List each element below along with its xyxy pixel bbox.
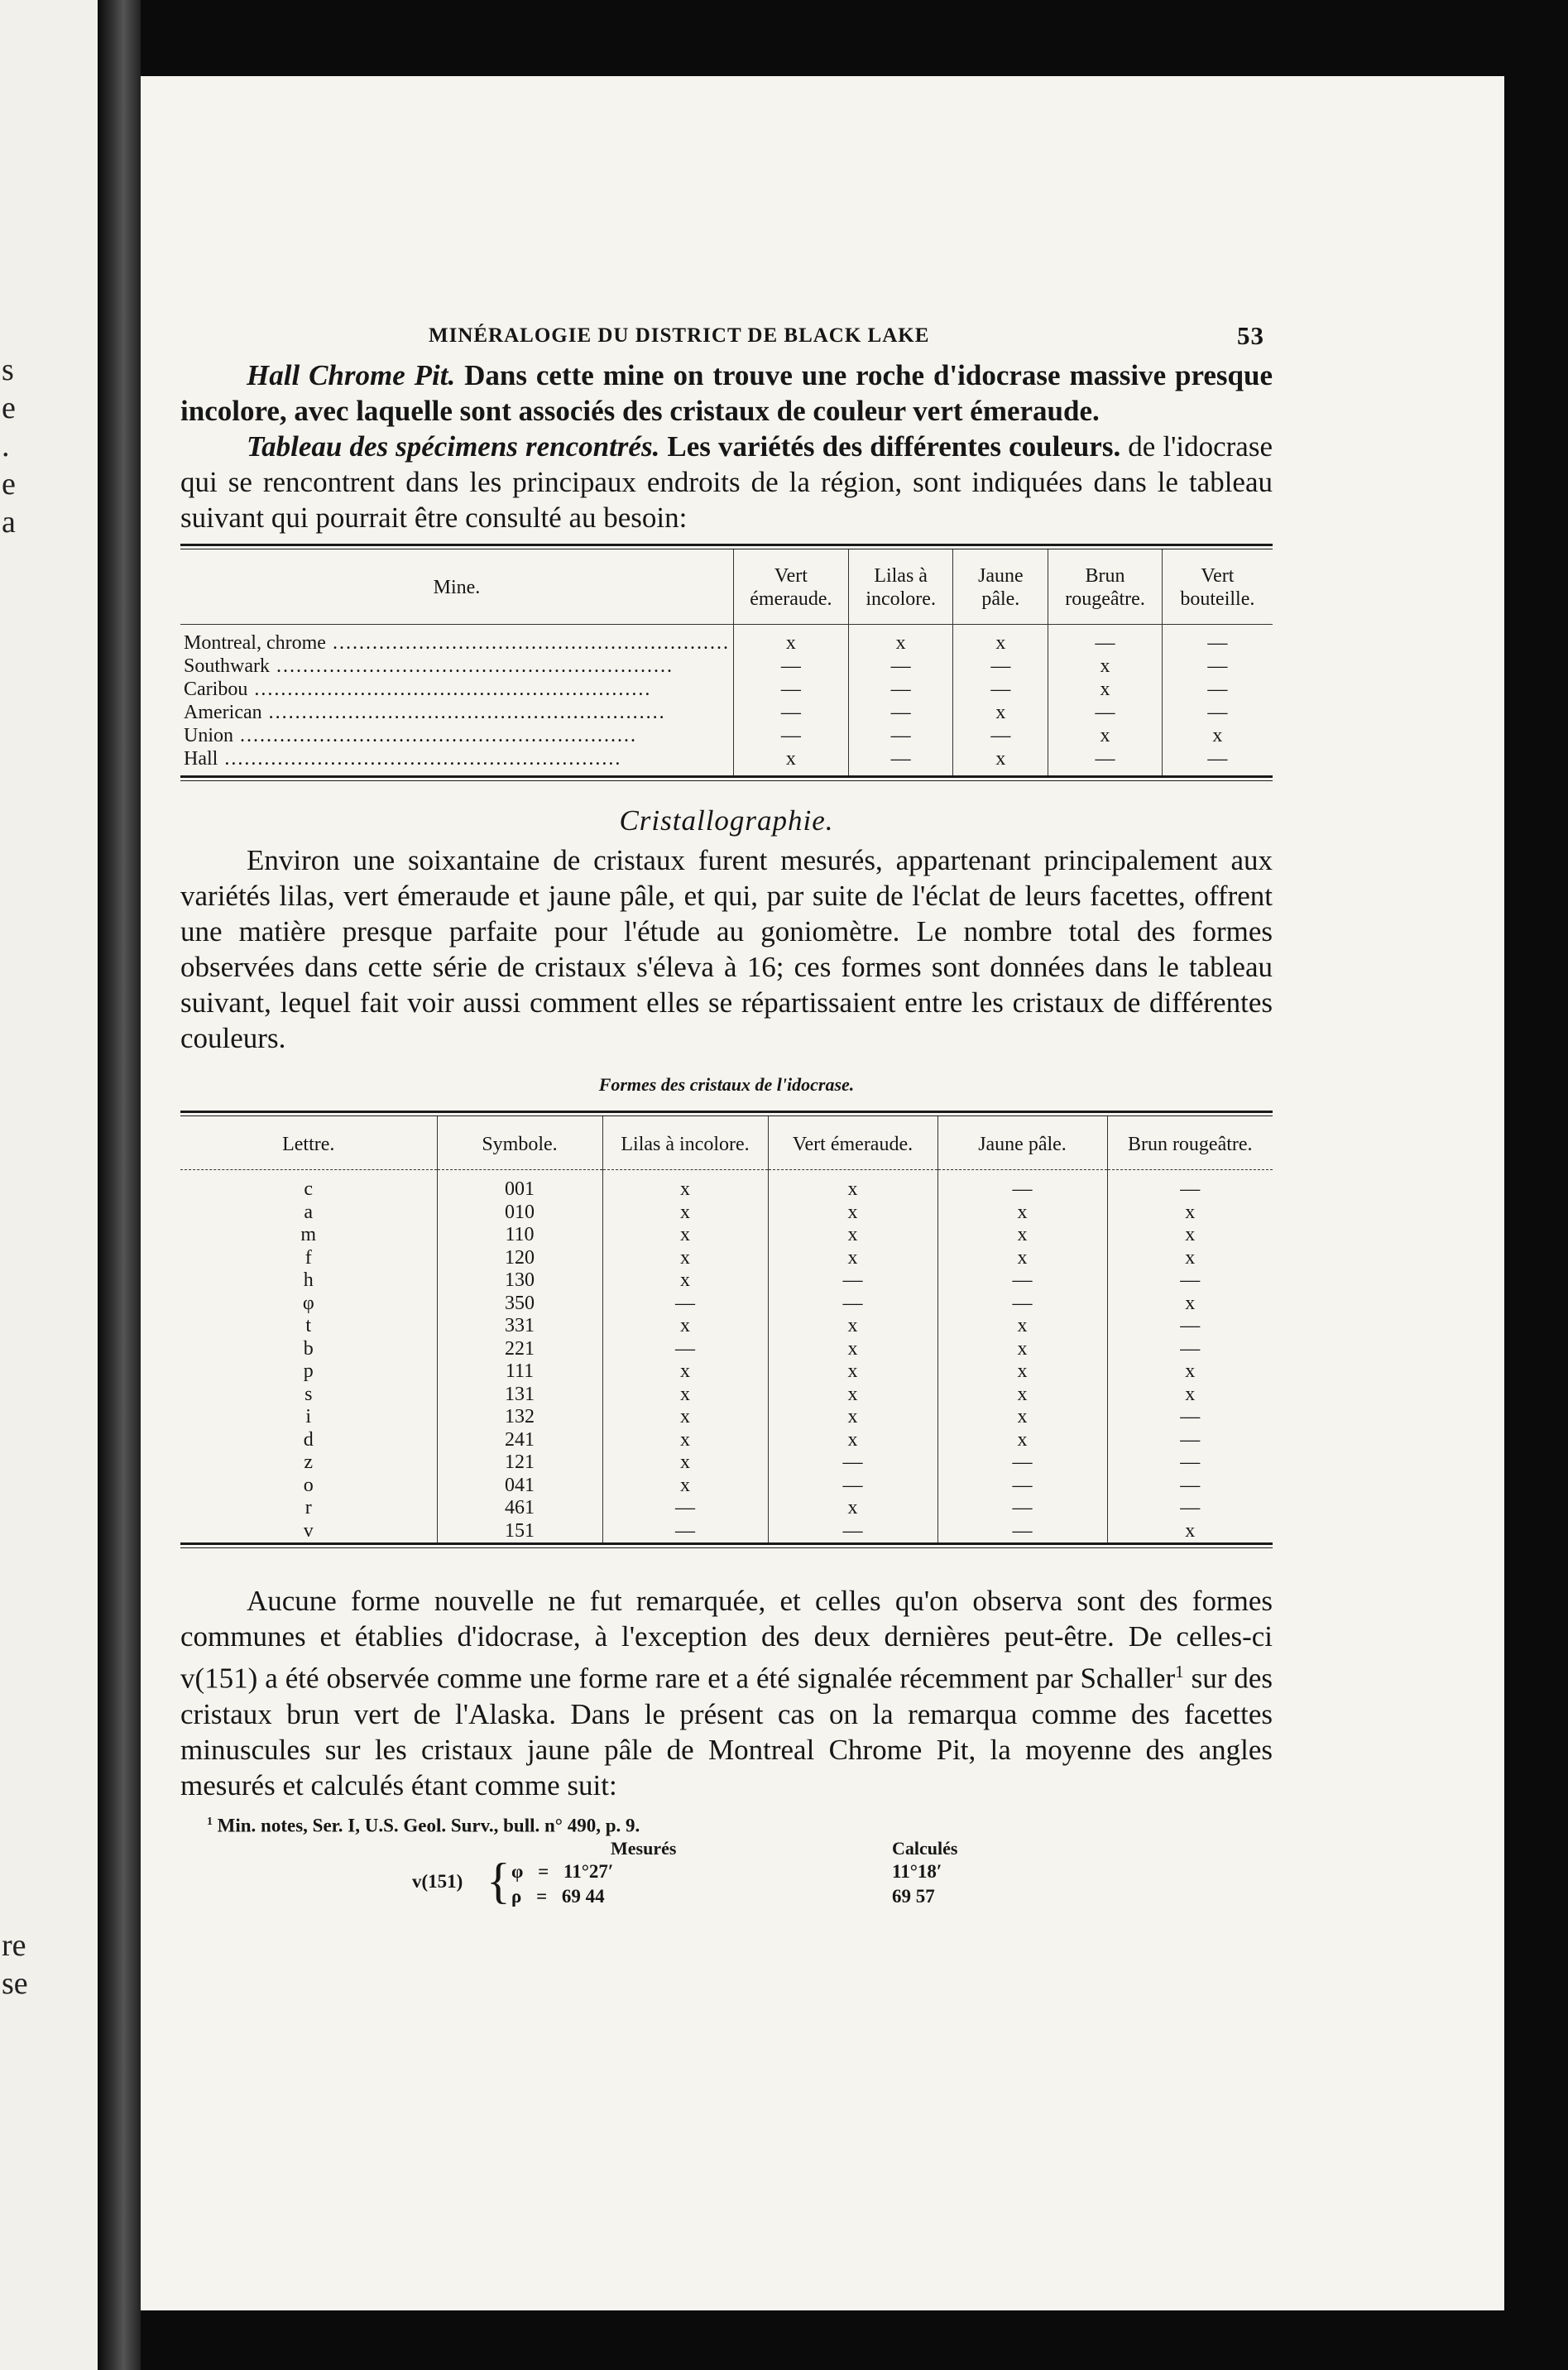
- col-header-lilas: Lilas à incolore.: [848, 549, 952, 625]
- form-row: [180, 1360, 1273, 1384]
- specimens-text: de l'idocrase qui se rencontrent dans les principaux endroits de la région, sont indiquées dans le tableau suivant qui pourrait être consulté au besoin:: [180, 430, 1273, 534]
- section-title: Cristallographie.: [619, 804, 834, 837]
- mine-name: [180, 655, 733, 678]
- table-caption: Formes des cristaux de l'idocrase.: [598, 1074, 855, 1095]
- col-header-vert-emeraude: Vert émeraude.: [733, 549, 848, 625]
- form-row: [180, 1338, 1273, 1361]
- presence-cell: —: [953, 724, 1048, 747]
- presence-cell: —: [1162, 678, 1273, 701]
- margin-fragment: e: [2, 391, 16, 425]
- vert-emeraude-cell: x: [768, 1360, 937, 1384]
- intro-text: Dans cette mine on trouve une roche d'idocrase massive presque incolore, avec laquelle sont associés des cristaux de couleur vert émeraude.: [180, 359, 1273, 427]
- lilas-cell: —: [602, 1293, 768, 1316]
- presence-cell: x: [1048, 655, 1163, 678]
- jaune-cell: x: [937, 1338, 1107, 1361]
- vert-emeraude-cell: —: [768, 1520, 937, 1543]
- table-bottom-rule: [180, 775, 1273, 781]
- presence-cell: x: [733, 747, 848, 775]
- calculated-header: Calculés: [892, 1838, 958, 1859]
- presence-cell: x: [733, 625, 848, 655]
- presence-cell: —: [848, 655, 952, 678]
- brun-cell: x: [1107, 1520, 1273, 1543]
- symbole-cell: 132: [437, 1406, 602, 1429]
- lettre-cell: f: [304, 1246, 312, 1269]
- page-body: [180, 321, 1273, 1917]
- brun-cell: x: [1107, 1384, 1273, 1407]
- running-header: [180, 321, 1273, 357]
- measure-eq: =: [536, 1886, 548, 1907]
- brun-cell: x: [1107, 1360, 1273, 1384]
- footnote-ref: 1: [1175, 1662, 1184, 1682]
- presence-cell: —: [848, 724, 952, 747]
- presence-cell: x: [953, 701, 1048, 724]
- lilas-cell: —: [602, 1520, 768, 1543]
- symbole-cell: 350: [437, 1293, 602, 1316]
- mine-name: [180, 678, 733, 701]
- symbole-cell: 041: [437, 1475, 602, 1498]
- symbole-cell: 331: [437, 1315, 602, 1338]
- lettre-cell: o: [303, 1474, 314, 1496]
- presence-cell: x: [848, 625, 952, 655]
- form-row: [180, 1475, 1273, 1498]
- presence-cell: x: [953, 747, 1048, 775]
- symbole-cell: 111: [437, 1360, 602, 1384]
- brun-cell: —: [1107, 1497, 1273, 1520]
- form-row: [180, 1170, 1273, 1202]
- mine-name-text: Hall: [184, 748, 218, 770]
- presence-cell: —: [1162, 701, 1273, 724]
- jaune-cell: x: [937, 1247, 1107, 1270]
- symbole-cell: 121: [437, 1451, 602, 1475]
- form-row: [180, 1315, 1273, 1338]
- mines-table-header: [180, 549, 1273, 625]
- lilas-cell: x: [602, 1451, 768, 1475]
- symbole-cell: 130: [437, 1269, 602, 1293]
- leader-dots: ............................................................: [261, 702, 666, 723]
- symbole-cell: 151: [437, 1520, 602, 1543]
- closing-text-2: sur des cristaux brun vert de l'Alaska. Dans le présent cas on la remarqua comme des facettes minuscules sur les cristaux jaune pâle de Montreal Chrome Pit, la moyenne des angles mesurés et calculés étant comme suit:: [180, 1662, 1273, 1801]
- presence-cell: —: [953, 655, 1048, 678]
- form-row: [180, 1429, 1273, 1452]
- col-header-vert-bouteille: Vert bouteille.: [1162, 549, 1273, 625]
- lettre-cell: s: [304, 1383, 313, 1405]
- mine-name: [180, 625, 733, 655]
- lettre-cell: z: [304, 1451, 314, 1473]
- jaune-cell: x: [937, 1315, 1107, 1338]
- jaune-cell: x: [937, 1406, 1107, 1429]
- leader-dots: ............................................................: [247, 679, 652, 700]
- calculated-value: 69 57: [892, 1886, 935, 1907]
- margin-fragment: .: [2, 429, 10, 463]
- mine-row: [180, 701, 1273, 724]
- brun-cell: —: [1107, 1475, 1273, 1498]
- col-header-jaune: Jaune pâle.: [937, 1116, 1107, 1170]
- col-header-jaune: Jaune pâle.: [953, 549, 1048, 625]
- measure-label: v(151): [412, 1871, 463, 1893]
- presence-cell: —: [733, 655, 848, 678]
- lilas-cell: x: [602, 1384, 768, 1407]
- lettre-cell: i: [305, 1406, 312, 1427]
- measured-value: 11°27′: [563, 1861, 614, 1883]
- presence-cell: —: [1162, 655, 1273, 678]
- mines-table: [180, 549, 1273, 775]
- form-row: [180, 1520, 1273, 1543]
- lettre-cell: r: [304, 1497, 312, 1518]
- form-row: [180, 1269, 1273, 1293]
- lilas-cell: —: [602, 1497, 768, 1520]
- jaune-cell: —: [937, 1497, 1107, 1520]
- table-top-rule: [180, 544, 1273, 549]
- lilas-cell: x: [602, 1360, 768, 1384]
- lilas-cell: x: [602, 1406, 768, 1429]
- presence-cell: —: [953, 678, 1048, 701]
- symbole-cell: 131: [437, 1384, 602, 1407]
- mine-row: [180, 724, 1273, 747]
- footnote-text: Min. notes, Ser. I, U.S. Geol. Surv., bull. n° 490, p. 9.: [212, 1815, 640, 1836]
- mine-name-text: Union: [184, 725, 233, 746]
- mine-row: [180, 655, 1273, 678]
- measured-header: Mesurés: [611, 1838, 677, 1859]
- presence-cell: —: [848, 701, 952, 724]
- intro-lead: Hall Chrome Pit.: [247, 359, 456, 391]
- jaune-cell: —: [937, 1293, 1107, 1316]
- presence-cell: —: [1162, 625, 1273, 655]
- mine-name-text: Caribou: [184, 679, 248, 700]
- brun-cell: —: [1107, 1406, 1273, 1429]
- presence-cell: —: [848, 747, 952, 775]
- page-number: 53: [1237, 321, 1264, 350]
- vert-emeraude-cell: x: [768, 1338, 937, 1361]
- lettre-cell: a: [304, 1201, 314, 1223]
- jaune-cell: —: [937, 1451, 1107, 1475]
- closing-text-1: Aucune forme nouvelle ne fut remarquée, et celles qu'on observa sont des formes communes et établies d'idocrase, à l'exception des deux dernières peut-être. De celles-ci v(151) a été observée comme une forme rare et a été signalée récemment par Schaller: [180, 1585, 1273, 1695]
- lettre-cell: d: [303, 1428, 314, 1451]
- presence-cell: —: [1048, 625, 1163, 655]
- lilas-cell: x: [602, 1170, 768, 1202]
- presence-cell: —: [1162, 747, 1273, 775]
- vert-emeraude-cell: x: [768, 1247, 937, 1270]
- brun-cell: x: [1107, 1224, 1273, 1247]
- margin-fragment: re: [2, 1928, 26, 1963]
- adjacent-page-margin: [0, 0, 98, 2370]
- form-row: [180, 1293, 1273, 1316]
- presence-cell: x: [953, 625, 1048, 655]
- brun-cell: —: [1107, 1315, 1273, 1338]
- crystal-paragraph: Environ une soixantaine de cristaux furent mesurés, appartenant principalement aux variétés lilas, vert émeraude et jaune pâle, et qui, par suite de l'éclat de leurs facettes, offrent une matière presque parfaite pour l'étude au goniomètre. Le nombre total des formes observées dans cette série de cristaux s'éleva à 16; ces formes sont données dans le tableau suivant, lequel fait voir aussi comment elles se répartissaient entre les cristaux de différentes couleurs.: [180, 844, 1273, 1054]
- header-title: MINÉRALOGIE DU DISTRICT DE BLACK LAKE: [429, 324, 930, 347]
- jaune-cell: —: [937, 1475, 1107, 1498]
- brun-cell: x: [1107, 1293, 1273, 1316]
- jaune-cell: —: [937, 1170, 1107, 1202]
- vert-emeraude-cell: x: [768, 1429, 937, 1452]
- vert-emeraude-cell: —: [768, 1269, 937, 1293]
- lilas-cell: x: [602, 1247, 768, 1270]
- form-row: [180, 1202, 1273, 1225]
- mine-name-text: American: [184, 702, 262, 723]
- form-row: [180, 1451, 1273, 1475]
- presence-cell: x: [1048, 678, 1163, 701]
- leader-dots: ............................................................: [233, 725, 637, 746]
- mine-row: [180, 747, 1273, 775]
- footnote-mark: 1: [207, 1814, 213, 1827]
- vert-emeraude-cell: x: [768, 1170, 937, 1202]
- lilas-cell: x: [602, 1202, 768, 1225]
- lettre-cell: φ: [302, 1292, 314, 1314]
- intro-paragraph: [180, 357, 1273, 429]
- brun-cell: —: [1107, 1451, 1273, 1475]
- measure-symbol: φ: [511, 1861, 524, 1883]
- measured-value: 69 44: [561, 1886, 605, 1907]
- col-header-brun: Brun rougeâtre.: [1048, 549, 1163, 625]
- measure-row: [511, 1886, 605, 1907]
- specimens-paragraph: [180, 429, 1273, 535]
- form-row: [180, 1224, 1273, 1247]
- symbole-cell: 120: [437, 1247, 602, 1270]
- jaune-cell: —: [937, 1269, 1107, 1293]
- lettre-cell: p: [303, 1360, 314, 1382]
- lettre-cell: c: [304, 1178, 314, 1200]
- form-row: [180, 1247, 1273, 1270]
- closing-paragraph: [180, 1583, 1273, 1803]
- presence-cell: —: [1048, 747, 1163, 775]
- book-spine-shadow: [98, 0, 141, 2370]
- brun-cell: —: [1107, 1429, 1273, 1452]
- leader-dots: ............................................................: [218, 748, 622, 770]
- margin-fragment: se: [2, 1966, 28, 2001]
- measure-symbol: ρ: [511, 1886, 522, 1907]
- mine-name: [180, 701, 733, 724]
- symbole-cell: 221: [437, 1338, 602, 1361]
- lettre-cell: t: [305, 1315, 312, 1336]
- forms-table-bottom-rule: [180, 1542, 1273, 1548]
- col-header-lilas: Lilas à incolore.: [602, 1116, 768, 1170]
- jaune-cell: x: [937, 1360, 1107, 1384]
- lettre-cell: b: [303, 1337, 314, 1360]
- presence-cell: —: [733, 678, 848, 701]
- lilas-cell: x: [602, 1269, 768, 1293]
- brun-cell: —: [1107, 1269, 1273, 1293]
- margin-fragment: s: [2, 353, 14, 387]
- vert-emeraude-cell: x: [768, 1497, 937, 1520]
- presence-cell: x: [1162, 724, 1273, 747]
- form-row: [180, 1384, 1273, 1407]
- vert-emeraude-cell: x: [768, 1384, 937, 1407]
- jaune-cell: x: [937, 1224, 1107, 1247]
- symbole-cell: 461: [437, 1497, 602, 1520]
- presence-cell: x: [1048, 724, 1163, 747]
- jaune-cell: x: [937, 1429, 1107, 1452]
- lilas-cell: x: [602, 1475, 768, 1498]
- leader-dots: ............................................................: [325, 632, 730, 654]
- measurement-block: [180, 1836, 1273, 1917]
- symbole-cell: 010: [437, 1202, 602, 1225]
- presence-cell: —: [848, 678, 952, 701]
- vert-emeraude-cell: x: [768, 1315, 937, 1338]
- symbole-cell: 110: [437, 1224, 602, 1247]
- brun-cell: —: [1107, 1170, 1273, 1202]
- mine-name-text: Montreal, chrome: [184, 632, 326, 654]
- scanned-page: [141, 76, 1504, 2310]
- presence-cell: —: [733, 724, 848, 747]
- calculated-value: 11°18′: [892, 1861, 942, 1883]
- specimens-bold-text: Les variétés des différentes couleurs.: [659, 430, 1121, 463]
- margin-fragment: e: [2, 467, 16, 501]
- lettre-cell: m: [300, 1224, 317, 1245]
- vert-emeraude-cell: x: [768, 1202, 937, 1225]
- col-header-mine: Mine.: [433, 577, 481, 598]
- lilas-cell: x: [602, 1224, 768, 1247]
- measure-row: [511, 1861, 613, 1883]
- jaune-cell: x: [937, 1384, 1107, 1407]
- symbole-cell: 001: [437, 1170, 602, 1202]
- footnote: [207, 1815, 1273, 1837]
- forms-table: [180, 1116, 1273, 1542]
- lilas-cell: x: [602, 1315, 768, 1338]
- vert-emeraude-cell: x: [768, 1406, 937, 1429]
- mine-name: [180, 724, 733, 747]
- jaune-cell: x: [937, 1202, 1107, 1225]
- forms-table-top-rule: [180, 1111, 1273, 1116]
- measure-eq: =: [538, 1861, 549, 1883]
- mine-row: [180, 678, 1273, 701]
- lilas-cell: x: [602, 1429, 768, 1452]
- col-header-lettre: Lettre.: [282, 1134, 335, 1155]
- col-header-symbole: Symbole.: [437, 1116, 602, 1170]
- lettre-cell: v: [303, 1519, 314, 1542]
- brun-cell: x: [1107, 1247, 1273, 1270]
- col-header-vert-emeraude: Vert émeraude.: [768, 1116, 937, 1170]
- lilas-cell: —: [602, 1338, 768, 1361]
- specimens-lead: Tableau des spécimens rencontrés.: [247, 430, 660, 463]
- brace-glyph: {: [487, 1854, 511, 1909]
- col-header-brun: Brun rougeâtre.: [1107, 1116, 1273, 1170]
- brun-cell: —: [1107, 1338, 1273, 1361]
- vert-emeraude-cell: —: [768, 1293, 937, 1316]
- leader-dots: ............................................................: [270, 655, 674, 677]
- form-row: [180, 1497, 1273, 1520]
- brun-cell: x: [1107, 1202, 1273, 1225]
- mine-name: [180, 747, 733, 775]
- presence-cell: —: [1048, 701, 1163, 724]
- form-row: [180, 1406, 1273, 1429]
- lettre-cell: h: [303, 1269, 314, 1291]
- jaune-cell: —: [937, 1520, 1107, 1543]
- vert-emeraude-cell: —: [768, 1451, 937, 1475]
- mine-name-text: Southwark: [184, 655, 270, 677]
- presence-cell: —: [733, 701, 848, 724]
- margin-fragment: a: [2, 505, 16, 540]
- mine-row: [180, 625, 1273, 655]
- vert-emeraude-cell: x: [768, 1224, 937, 1247]
- vert-emeraude-cell: —: [768, 1475, 937, 1498]
- symbole-cell: 241: [437, 1429, 602, 1452]
- forms-table-header: [180, 1116, 1273, 1170]
